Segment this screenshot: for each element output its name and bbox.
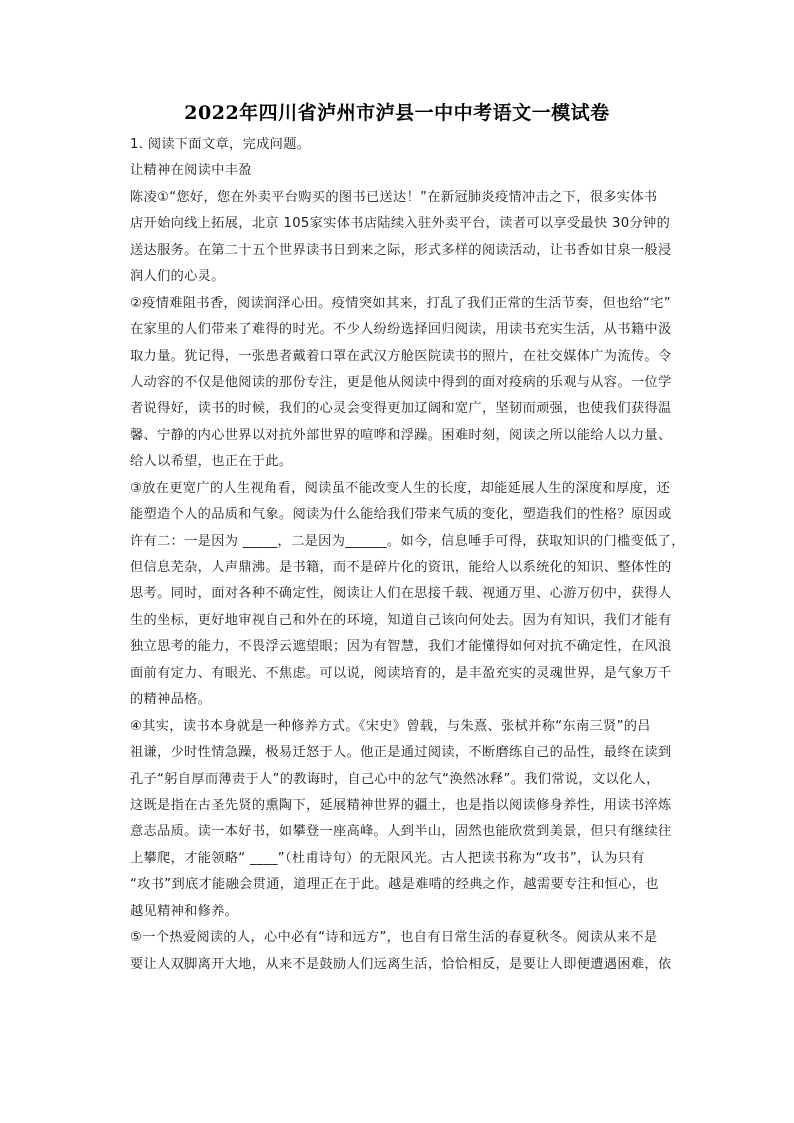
- text-line: 1. 阅读下面文章，完成问题。: [130, 137, 311, 152]
- text-line: ②疫情难阻书香，阅读润泽心田。疫情突如其来，打乱了我们正常的生活节奏，但也给“宅”: [130, 295, 671, 311]
- text-line: 润人们的心灵。: [130, 269, 225, 285]
- text-line: 在家里的人们带来了难得的时光。不少人纷纷选择回归阅读，用读书充实生活，从书籍中汲: [130, 322, 672, 338]
- text-line: 给人以希望，也正在于此。: [130, 454, 293, 470]
- text-line: 面前有定力、有眼光、不焦虑。可以说，阅读培育的，是丰盈充实的灵魂世界，是气象万千: [130, 665, 672, 681]
- text-line: 意志品质。读一本好书，如攀登一座高峰。人到半山，固然也能欣赏到美景，但只有继续往: [130, 824, 672, 840]
- text-line: 取力量。犹记得，一张患者戴着口罩在武汉方舱医院读书的照片，在社交媒体广为流传。令: [130, 348, 672, 364]
- text-line: 者说得好，读书的时候，我们的心灵会变得更加辽阔和宽广，坚韧而顽强，也使我们获得温: [130, 401, 672, 417]
- text-line: “攻书”到底才能融会贯通，道理正在于此。越是难啃的经典之作，越需要专注和恒心，也: [130, 877, 659, 893]
- text-line: 送达服务。在第二十五个世界读书日到来之际，形式多样的阅读活动，让书香如甘泉一般浸: [130, 242, 672, 258]
- text-line: 孔子“躬自厚而薄责于人”的教诲时，自己心中的忿气“涣然冰释”。我们常说，文以化人，: [130, 771, 660, 787]
- exam-title: 2022年四川省泸州市泸县一中中考语文一模试卷: [184, 102, 610, 124]
- text-line: 人动容的不仅是他阅读的那份专注，更是他从阅读中得到的面对疫病的乐观与从容。一位学: [130, 374, 672, 390]
- text-line: ③放在更宽广的人生视角看，阅读虽不能改变人生的长度，却能延展人生的深度和厚度，还: [130, 480, 671, 496]
- text-line: 独立思考的能力，不畏浮云遮望眼；因为有智慧，我们才能懂得如何对抗不确定性，在风浪: [130, 639, 672, 655]
- text-line: 上攀爬，才能领略“ ____”（杜甫诗句）的无限风光。古人把读书称为“攻书”，认为只有: [130, 850, 645, 866]
- text-line: 能塑造个人的品质和气象。阅读为什么能给我们带来气质的变化，塑造我们的性格？原因或: [130, 507, 672, 523]
- text-line: 生的坐标，更好地审视自己和外在的环境，知道自己该向何处去。因为有知识，我们才能有: [130, 612, 672, 628]
- article-body: [130, 132, 690, 978]
- text-line: 许有二：一是因为 _____，二是因为______。如今，信息唾手可得，获取知识的门槛变低了，: [130, 533, 685, 549]
- text-line: 馨、宁静的内心世界以对抗外部世界的喧哗和浮躁。困难时刻，阅读之所以能给人以力量、: [130, 427, 672, 443]
- text-line: 思考。同时，面对各种不确定性，阅读让人们在思接千载、视通万里、心游万仞中，获得人: [130, 586, 672, 602]
- text-line: 这既是指在古圣先贤的熏陶下，延展精神世界的疆土，也是指以阅读修身养性，用读书淬炼: [130, 797, 672, 813]
- text-line: 要让人双脚离开大地，从来不是鼓励人们远离生活，恰恰相反，是要让人即便遭遇困难，依: [130, 956, 672, 972]
- text-line: ⑤一个热爱阅读的人，心中必有“诗和远方”，也自有日常生活的春夏秋冬。阅读从来不是: [130, 930, 658, 946]
- text-line: 店开始向线上拓展，北京 105家实体书店陆续入驻外卖平台，读者可以享受最快 30分钟的: [130, 216, 671, 232]
- text-line: 越见精神和修养。: [130, 903, 239, 919]
- text-line: 祖谦，少时性情急躁，极易迁怒于人。他正是通过阅读，不断磨练自己的品性，最终在读到: [130, 745, 672, 761]
- text-line: ④其实，读书本身就是一种修养方式。《宋史》曾载，与朱熹、张栻并称“东南三贤”的吕: [130, 718, 651, 734]
- text-line: 但信息芜杂，人声鼎沸。是书籍，而不是碎片化的资讯，能给人以系统化的知识、整体性的: [130, 560, 672, 575]
- text-line: 的精神品格。: [130, 692, 212, 708]
- text-line: 陈凌①“您好，您在外卖平台购买的图书已送达！”在新冠肺炎疫情冲击之下，很多实体书: [130, 189, 658, 205]
- text-line: 让精神在阅读中丰盈: [130, 163, 252, 179]
